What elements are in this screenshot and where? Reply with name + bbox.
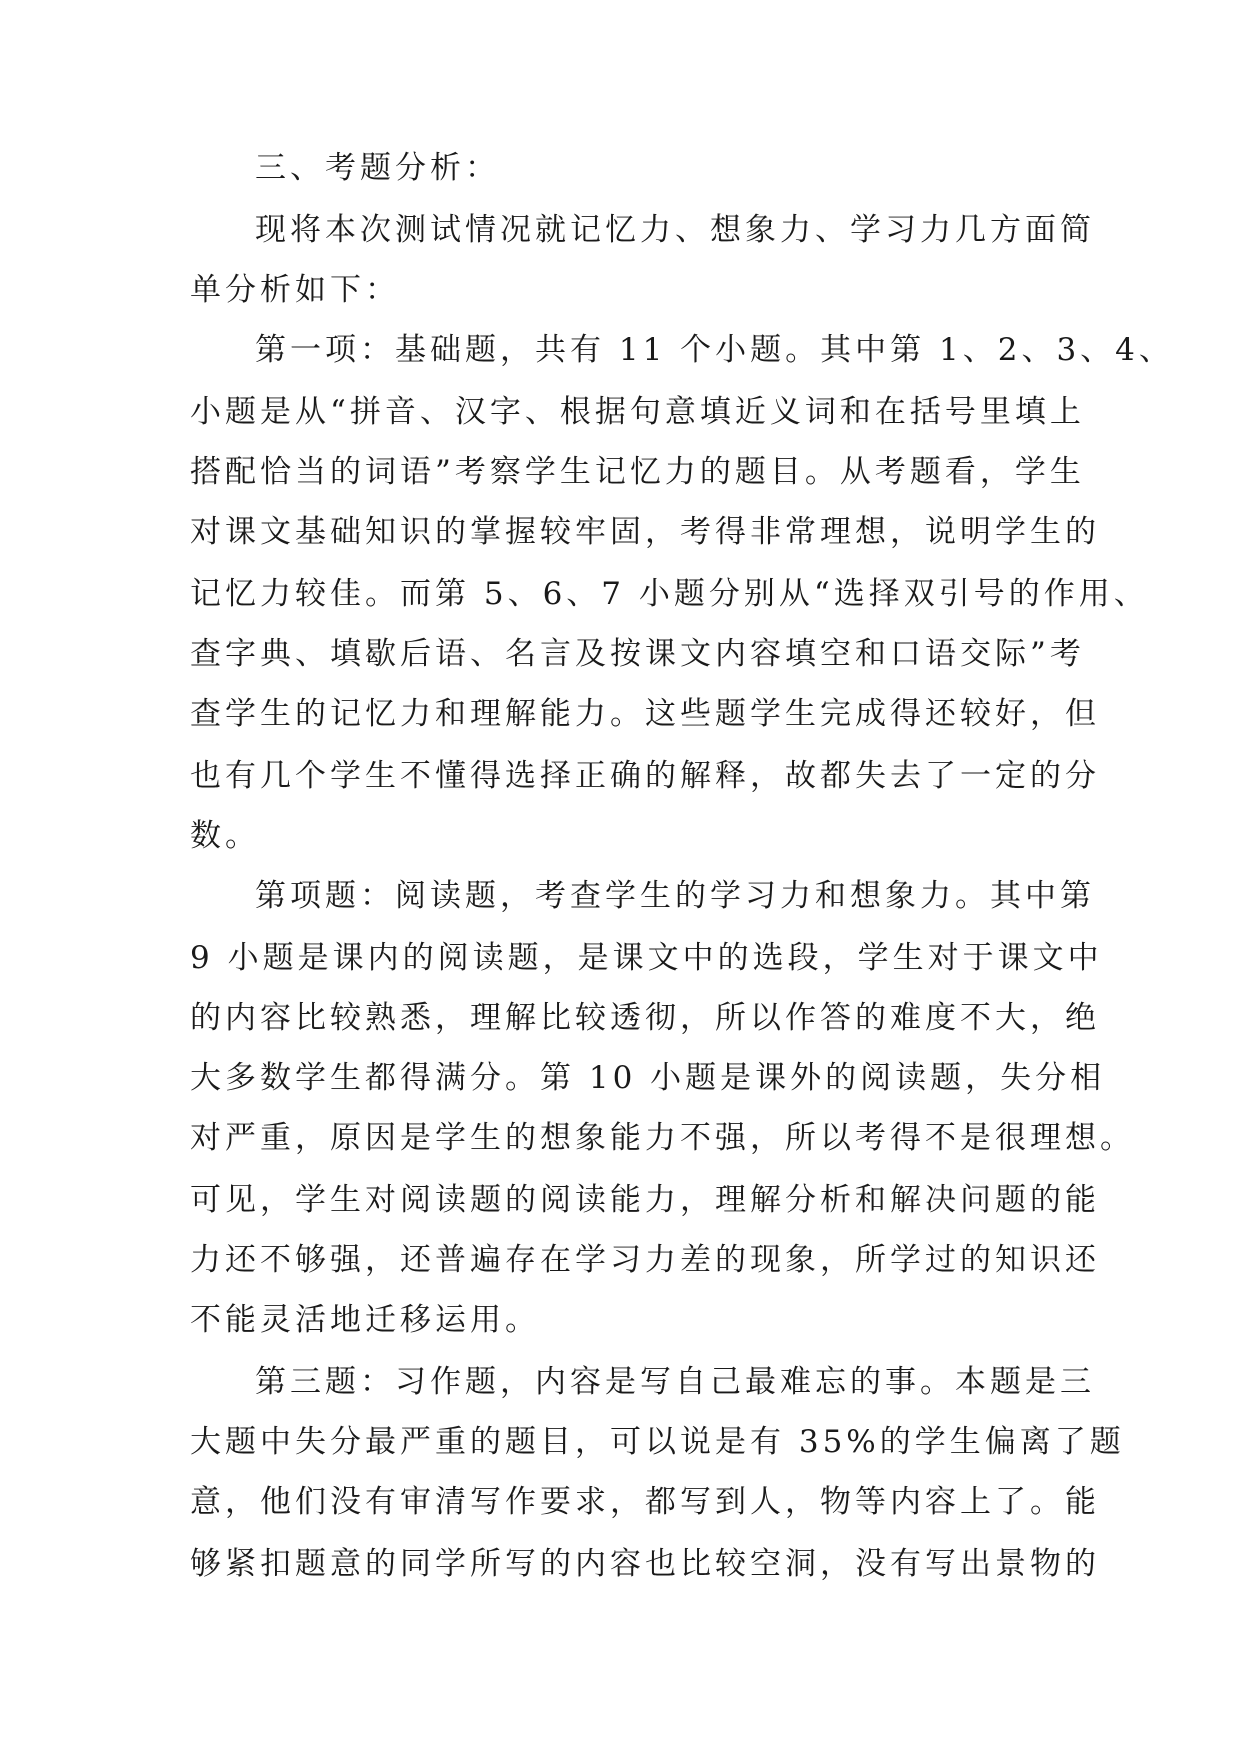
paragraph-item2-line-7: 力还不够强，还普遍存在学习力差的现象，所学过的知识还 xyxy=(190,1242,1100,1278)
paragraph-intro-line-1: 现将本次测试情况就记忆力、想象力、学习力几方面简 xyxy=(255,212,1095,248)
paragraph-item2-line-8: 不能灵活地迁移运用。 xyxy=(190,1302,540,1338)
paragraph-item3-line-4: 够紧扣题意的同学所写的内容也比较空洞，没有写出景物的 xyxy=(190,1546,1100,1582)
paragraph-item2-line-3: 的内容比较熟悉，理解比较透彻，所以作答的难度不大，绝 xyxy=(190,1000,1100,1036)
paragraph-item1-line-4: 对课文基础知识的掌握较牢固，考得非常理想，说明学生的 xyxy=(190,514,1100,550)
paragraph-item1-line-9: 数。 xyxy=(190,818,260,854)
paragraph-item1-line-2: 小题是从“拼音、汉字、根据句意填近义词和在括号里填上 xyxy=(190,394,1085,430)
paragraph-item1-line-8: 也有几个学生不懂得选择正确的解释，故都失去了一定的分 xyxy=(190,758,1100,794)
paragraph-item3-line-1: 第三题：习作题，内容是写自己最难忘的事。本题是三 xyxy=(255,1364,1095,1400)
paragraph-item2-line-5: 对严重，原因是学生的想象能力不强，所以考得不是很理想。 xyxy=(190,1120,1135,1156)
paragraph-item1-line-5: 记忆力较佳。而第 5、6、7 小题分别从“选择双引号的作用、 xyxy=(190,576,1149,612)
paragraph-item3-line-2: 大题中失分最严重的题目，可以说是有 35%的学生偏离了题 xyxy=(190,1424,1125,1460)
paragraph-item1-line-7: 查学生的记忆力和理解能力。这些题学生完成得还较好，但 xyxy=(190,696,1100,732)
paragraph-item1-line-3: 搭配恰当的词语”考察学生记忆力的题目。从考题看，学生 xyxy=(190,454,1085,490)
section-heading: 三、考题分析： xyxy=(255,150,500,186)
paragraph-item2-line-6: 可见，学生对阅读题的阅读能力，理解分析和解决问题的能 xyxy=(190,1182,1100,1218)
paragraph-intro-line-2: 单分析如下： xyxy=(190,272,400,308)
paragraph-item2-line-2: 9 小题是课内的阅读题，是课文中的选段，学生对于课文中 xyxy=(190,940,1103,976)
paragraph-item3-line-3: 意，他们没有审清写作要求，都写到人，物等内容上了。能 xyxy=(190,1484,1100,1520)
paragraph-item1-line-1: 第一项：基础题，共有 11 个小题。其中第 1、2、3、4、 xyxy=(255,332,1174,368)
paragraph-item2-line-1: 第项题：阅读题，考查学生的学习力和想象力。其中第 xyxy=(255,878,1095,914)
paragraph-item1-line-6: 查字典、填歇后语、名言及按课文内容填空和口语交际”考 xyxy=(190,636,1085,672)
paragraph-item2-line-4: 大多数学生都得满分。第 10 小题是课外的阅读题，失分相 xyxy=(190,1060,1106,1096)
